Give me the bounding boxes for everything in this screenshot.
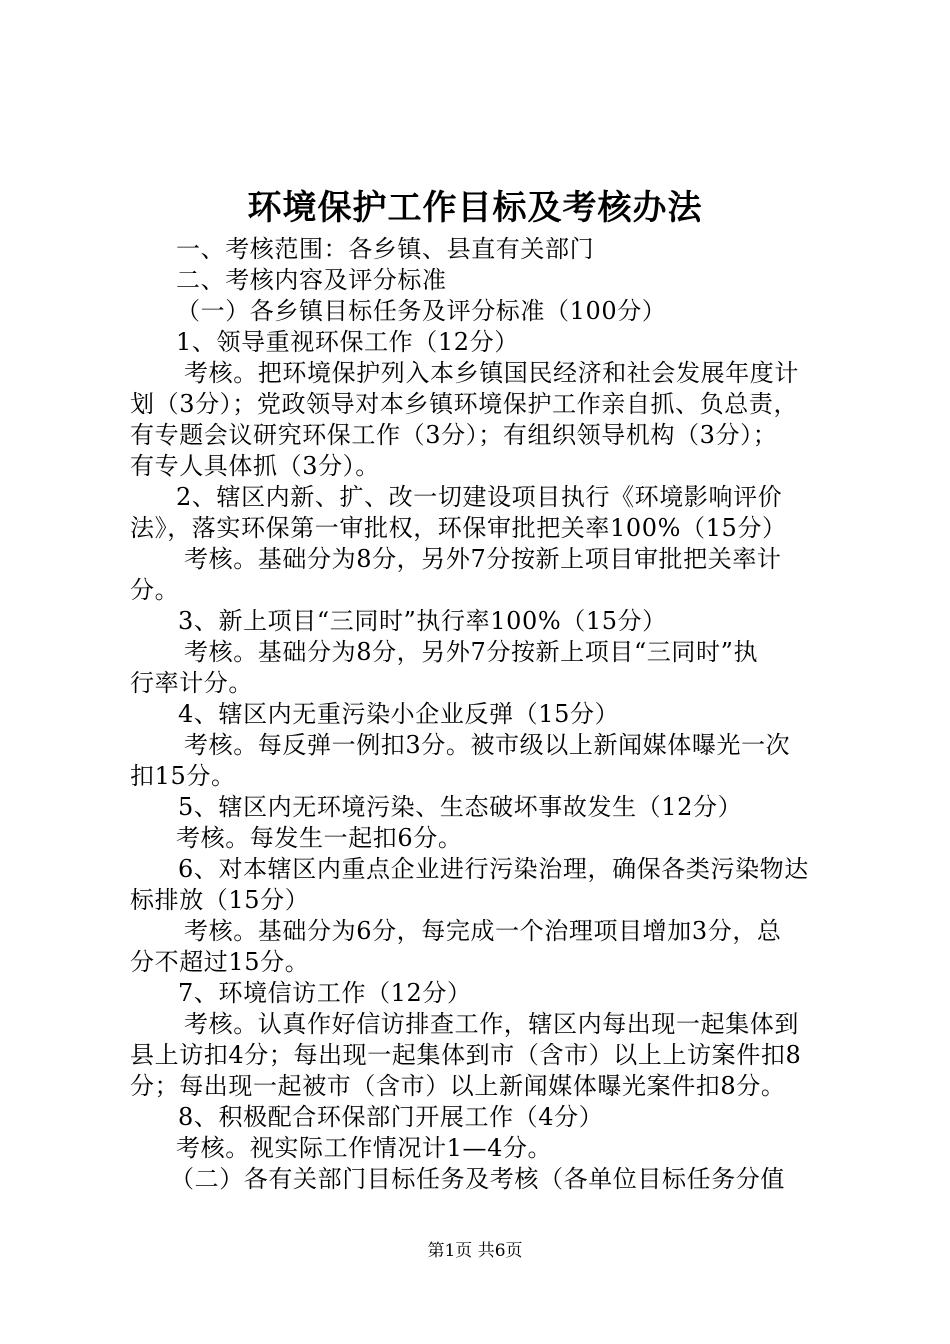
paragraph-line: 2、辖区内新、扩、改一切建设项目执行《环境影响评价 <box>176 483 783 511</box>
paragraph-line: 标排放（15分） <box>130 886 310 914</box>
paragraph-line: 分。 <box>130 576 180 604</box>
paragraph-line: 扣15分。 <box>130 762 236 790</box>
paragraph-line: 6、对本辖区内重点企业进行污染治理，确保各类污染物达 <box>178 855 809 883</box>
paragraph-line: 考核。每发生一起扣6分。 <box>176 824 463 852</box>
paragraph-line: 5、辖区内无环境污染、生态破坏事故发生（12分） <box>178 793 743 821</box>
page-footer: 第1页 共6页 <box>427 1241 523 1261</box>
paragraph-line: 考核。视实际工作情况计1—4分。 <box>176 1134 553 1162</box>
paragraph-line: 3、新上项目“三同时”执行率100%（15分） <box>178 607 667 635</box>
paragraph-line: 二、考核内容及评分标准 <box>176 266 447 294</box>
paragraph-line: 分不超过15分。 <box>130 948 310 976</box>
paragraph-line: 法》，落实环保第一审批权，环保审批把关率100%（15分） <box>130 514 787 542</box>
paragraph-line: 考核。每反弹一例扣3分。被市级以上新闻媒体曝光一次 <box>184 731 791 759</box>
paragraph-line: 有专题会议研究环保工作（3分）；有组织领导机构（3分）； <box>130 421 778 449</box>
paragraph-line: 考核。基础分为8分，另外7分按新上项目“三同时”执 <box>184 638 759 666</box>
paragraph-line: （二）各有关部门目标任务及考核（各单位目标任务分值 <box>170 1165 785 1193</box>
paragraph-line: 县上访扣4分；每出现一起集体到市（含市）以上上访案件扣8 <box>130 1041 802 1069</box>
paragraph-line: 考核。基础分为8分，另外7分按新上项目审批把关率计 <box>184 545 782 573</box>
paragraph-line: 8、积极配合环保部门开展工作（4分） <box>178 1103 604 1131</box>
paragraph-line: 分；每出现一起被市（含市）以上新闻媒体曝光案件扣8分。 <box>130 1072 786 1100</box>
paragraph-line: 7、环境信访工作（12分） <box>178 979 472 1007</box>
paragraph-line: 考核。基础分为6分，每完成一个治理项目增加3分，总 <box>184 917 782 945</box>
paragraph-line: 考核。认真作好信访排查工作，辖区内每出现一起集体到 <box>184 1010 799 1038</box>
paragraph-line: 有专人具体抓（3分）。 <box>130 452 380 480</box>
paragraph-line: 4、辖区内无重污染小企业反弹（15分） <box>178 700 620 728</box>
paragraph-line: 一、考核范围：各乡镇、县直有关部门 <box>176 235 595 263</box>
paragraph-line: 划（3分）；党政领导对本乡镇环境保护工作亲自抓、负总责， <box>130 390 799 418</box>
paragraph-line: 行率计分。 <box>130 669 253 697</box>
paragraph-line: 考核。把环境保护列入本乡镇国民经济和社会发展年度计 <box>184 359 799 387</box>
document-body <box>130 234 835 1195</box>
paragraph-line: （一）各乡镇目标任务及评分标准（100分） <box>176 297 667 325</box>
document-title: 环境保护工作目标及考核办法 <box>247 188 703 228</box>
paragraph-line: 1、领导重视环保工作（12分） <box>176 328 519 356</box>
